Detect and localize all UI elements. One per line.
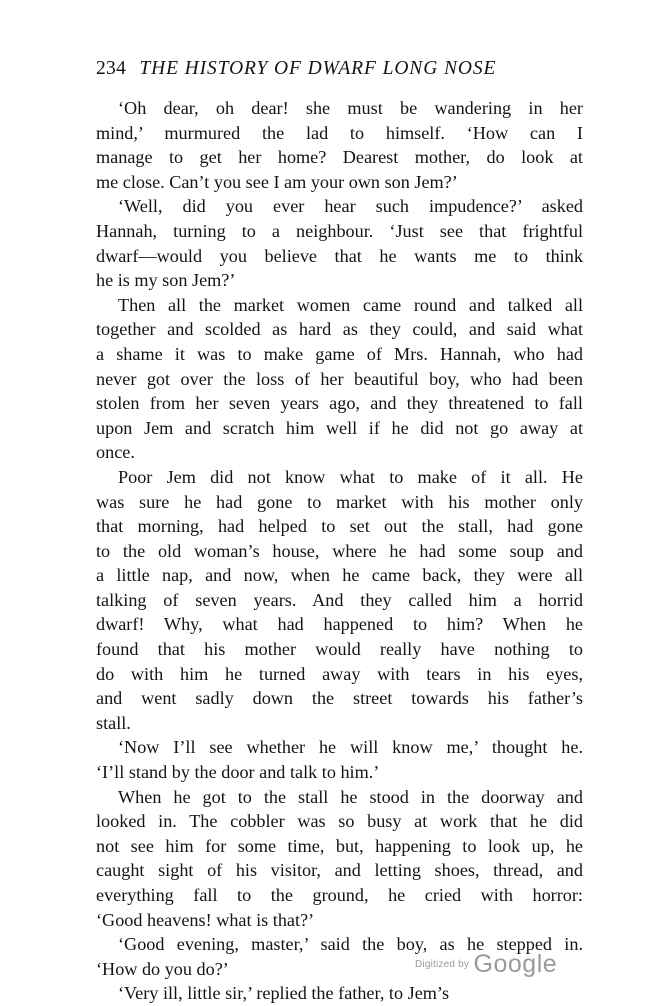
text-line: talking of seven years. And they called him a horrid <box>96 589 583 610</box>
text-line: ‘Now I’ll see whether he will know me,’ thought he. <box>118 737 583 758</box>
text-line: stolen from her seven years ago, and they threatened to fall <box>96 393 583 414</box>
paragraph <box>96 194 583 292</box>
watermark-prefix: Digitized by <box>415 959 470 970</box>
page-number: 234 <box>96 58 127 79</box>
text-line: ‘I’ll stand by the door and talk to him.’ <box>96 762 380 783</box>
paragraph <box>96 735 583 784</box>
text-line: Poor Jem did not know what to make of it all. He <box>118 466 583 487</box>
text-line: dwarf—would you believe that he wants me to think <box>96 245 583 266</box>
text-line: ‘Good heavens! what is that?’ <box>96 909 315 930</box>
book-page <box>96 58 583 1006</box>
paragraph <box>96 785 583 933</box>
text-line: once. <box>96 442 135 463</box>
text-line: was sure he had gone to market with his mother only <box>96 491 583 512</box>
text-line: stall. <box>96 712 131 733</box>
running-header <box>96 58 583 86</box>
text-line: mind,’ murmured the lad to himself. ‘How can I <box>96 122 583 143</box>
text-line: together and scolded as hard as they could, and said what <box>96 319 583 340</box>
text-line: not see him for some time, but, happening to look up, he <box>96 835 583 856</box>
text-line: a shame it was to make game of Mrs. Hannah, who had <box>96 343 583 364</box>
text-line: ‘Well, did you ever hear such impudence?’ asked <box>118 196 583 217</box>
text-line: that morning, had helped to set out the stall, had gone <box>96 516 583 537</box>
text-line: dwarf! Why, what had happened to him? When he <box>96 614 583 635</box>
text-line: found that his mother would really have nothing to <box>96 639 583 660</box>
text-line: When he got to the stall he stood in the doorway and <box>118 786 583 807</box>
text-line: caught sight of his visitor, and letting shoes, thread, and <box>96 860 583 881</box>
text-line: ‘Good evening, master,’ said the boy, as he stepped in. <box>118 934 583 955</box>
text-line: Then all the market women came round and talked all <box>118 294 583 315</box>
text-line: he is my son Jem?’ <box>96 270 236 291</box>
paragraph <box>96 981 583 1006</box>
text-line: Hannah, turning to a neighbour. ‘Just see that frightful <box>96 220 583 241</box>
google-logo: Google <box>473 950 558 978</box>
text-line: me close. Can’t you see I am your own son Jem?’ <box>96 171 458 192</box>
text-line: manage to get her home? Dearest mother, do look at <box>96 147 583 168</box>
text-line: and went sadly down the street towards his father’s <box>96 688 583 709</box>
text-line: looked in. The cobbler was so busy at work that he did <box>96 811 583 832</box>
text-line: to the old woman’s house, where he had some soup and <box>96 540 583 561</box>
text-line: everything fall to the ground, he cried with horror: <box>96 885 583 905</box>
text-line: ‘Oh dear, oh dear! she must be wandering in her <box>118 98 583 118</box>
paragraph <box>96 96 583 194</box>
text-line: ‘How do you do?’ <box>96 958 229 979</box>
text-line: upon Jem and scratch him well if he did not go away at <box>96 417 583 438</box>
text-line: a little nap, and now, when he came back, they were all <box>96 565 583 586</box>
body-text <box>96 96 583 1006</box>
digitized-by-google-watermark <box>415 950 557 979</box>
paragraph <box>96 293 583 465</box>
text-line: do with him he turned away with tears in his eyes, <box>96 663 583 684</box>
text-line: ‘Very ill, little sir,’ replied the father, to Jem’s <box>118 983 450 1004</box>
running-title: THE HISTORY OF DWARF LONG NOSE <box>139 58 497 79</box>
paragraph <box>96 465 583 736</box>
text-line: never got over the loss of her beautiful boy, who had been <box>96 368 583 389</box>
